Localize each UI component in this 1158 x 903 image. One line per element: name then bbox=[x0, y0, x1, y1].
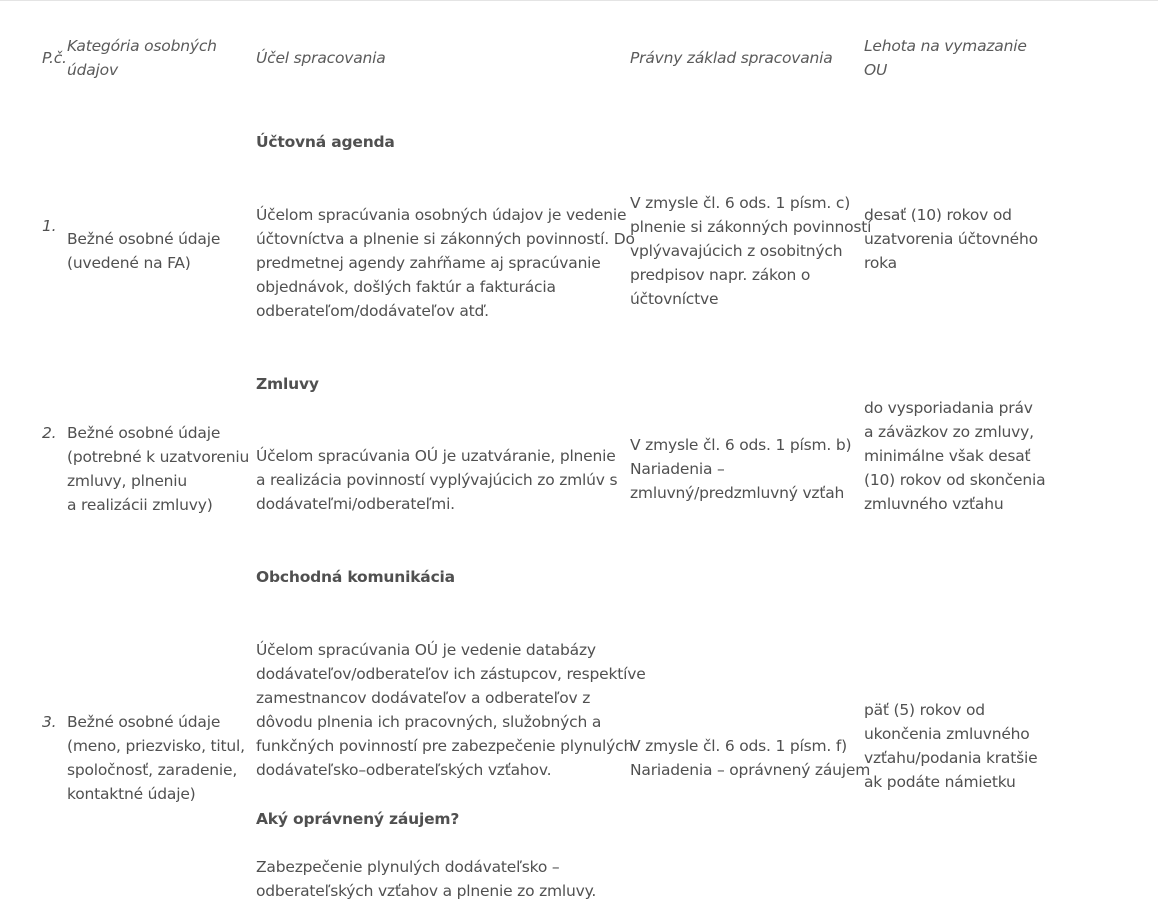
row-category: Bežné osobné údaje (uvedené na FA) bbox=[67, 230, 221, 272]
row-number: 2. bbox=[42, 424, 57, 442]
row-legal-basis: V zmysle čl. 6 ods. 1 písm. b) Nariadenia – zmluvný/predzmluvný vzťah bbox=[630, 436, 852, 502]
header-number: P.č. bbox=[42, 49, 67, 67]
top-divider bbox=[0, 0, 1158, 1]
row-purpose: Účelom spracúvania OÚ je vedenie databázy dodávateľov/odberateľov ich zástupcov, respektíve zamestnancov dodávateľov a odberateľov z dôvodu plnenia ich pracovných, služobných a funkčných povinností pre zabezpečenie plynulých dodávateľsko–odberateľských vzťahov. bbox=[256, 641, 646, 779]
row-category: Bežné osobné údaje (potrebné k uzatvoreniu zmluvy, plneniu a realizácii zmluvy) bbox=[67, 424, 250, 514]
section-title: Zmluvy bbox=[256, 375, 319, 393]
row-legal-basis: V zmysle čl. 6 ods. 1 písm. c) plnenie si zákonných povinností vplývavajúcich z osobitných predpisov napr. zákon o účtovníctve bbox=[630, 194, 872, 308]
row-category: Bežné osobné údaje (meno, priezvisko, titul, spoločnosť, zaradenie, kontaktné údaje) bbox=[67, 713, 245, 803]
row-number: 3. bbox=[42, 713, 57, 731]
row-legal-basis: V zmysle čl. 6 ods. 1 písm. f) Nariadenia – oprávnený záujem bbox=[630, 737, 871, 779]
header-purpose: Účel spracovania bbox=[256, 49, 386, 67]
row-number: 1. bbox=[42, 217, 57, 235]
row-deletion-period: päť (5) rokov od ukončenia zmluvného vzťahu/podania kratšie ak podáte námietku bbox=[864, 701, 1038, 791]
header-category: Kategória osobných údajov bbox=[67, 37, 217, 79]
row-purpose: Účelom spracúvania OÚ je uzatváranie, plnenie a realizácia povinností vyplývajúcich zo zmlúv s dodávateľmi/odberateľmi. bbox=[256, 447, 618, 513]
legitimate-interest-text: Zabezpečenie plynulých dodávateľsko – odberateľských vzťahov a plnenie zo zmluvy. bbox=[256, 858, 597, 900]
section-title: Obchodná komunikácia bbox=[256, 568, 455, 586]
header-legal-basis: Právny základ spracovania bbox=[630, 49, 833, 67]
header-deletion-period: Lehota na vymazanie OU bbox=[864, 37, 1027, 79]
section-title: Účtovná agenda bbox=[256, 133, 395, 151]
row-deletion-period: do vysporiadania práv a záväzkov zo zmluvy, minimálne však desať (10) rokov od skončenia zmluvného vzťahu bbox=[864, 399, 1046, 513]
row-deletion-period: desať (10) rokov od uzatvorenia účtovného roka bbox=[864, 206, 1038, 272]
legitimate-interest-title: Aký oprávnený záujem? bbox=[256, 810, 460, 828]
row-purpose: Účelom spracúvania osobných údajov je vedenie účtovníctva a plnenie si zákonných povinností. Do predmetnej agendy zahŕňame aj spracúvanie objednávok, došlých faktúr a fakturácia odberateľom/dodávateľov atď. bbox=[256, 206, 635, 320]
